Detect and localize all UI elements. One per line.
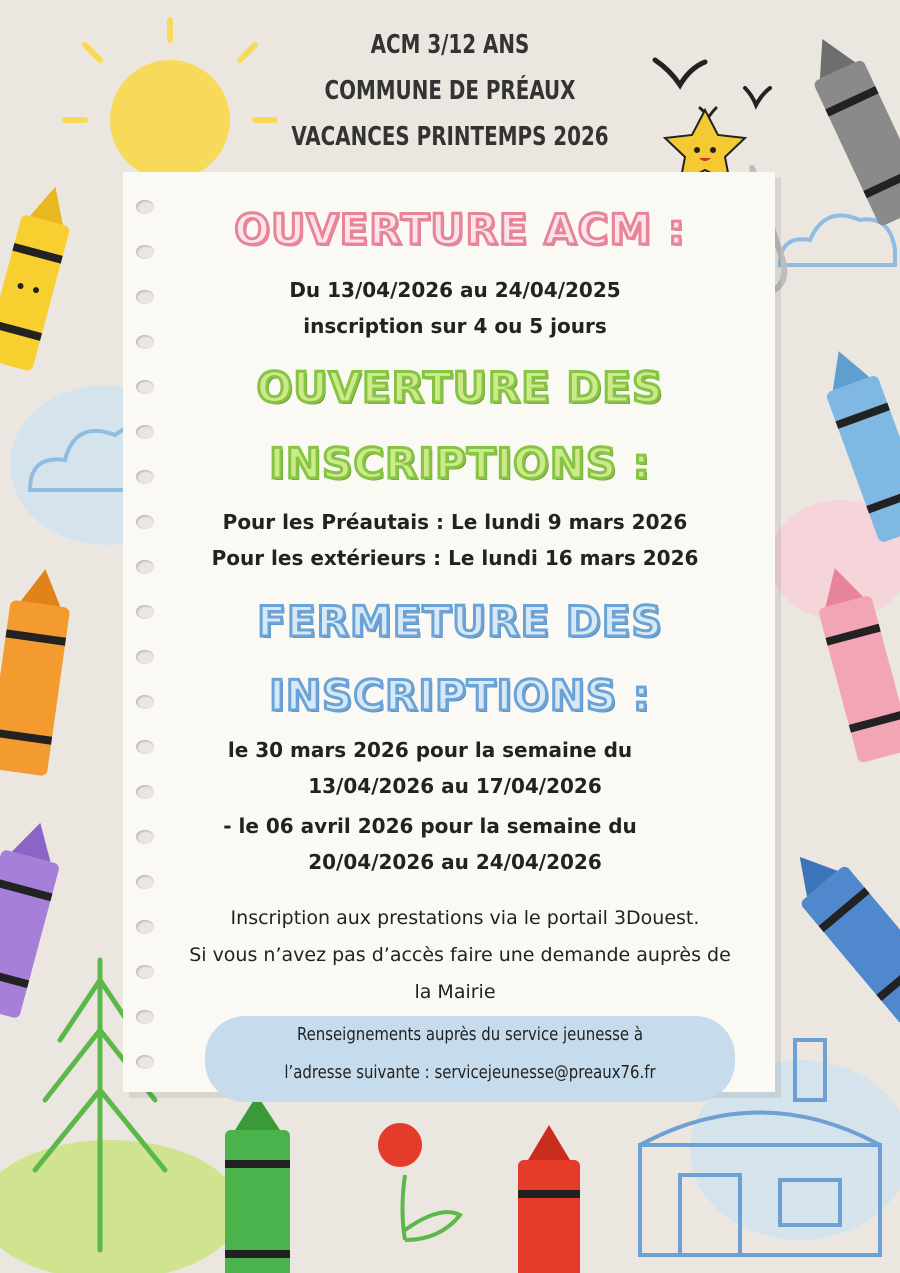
notice-line-1: Inscription aux prestations via le portail 3Douest. [230,907,700,929]
header-line-2: COMMUNE DE PRÉAUX [324,76,576,106]
poster-header [68,22,833,160]
acm-opening-title: OUVERTURE ACM : [234,205,686,254]
paper-hole [136,425,154,439]
contact-line-2[interactable]: l’adresse suivante : servicejeunesse@preaux76.fr [284,1062,656,1083]
acm-detail: inscription sur 4 ou 5 jours [303,314,607,338]
close-deadline-2: - le 06 avril 2026 pour la semaine du [223,814,637,838]
notice-line-2: Si vous n’avez pas d’accès faire une demande auprès de [189,944,731,966]
notice-line-3: la Mairie [414,981,496,1003]
green-splash [0,1140,240,1273]
close-deadline-1: le 30 mars 2026 pour la semaine du [227,738,633,762]
crayon-yellow-icon [0,180,80,372]
registration-close-title-2: INSCRIPTIONS : [269,671,651,720]
crayon-purple-icon [0,815,69,1019]
paper-hole [136,1010,154,1024]
registration-open-title-2: INSCRIPTIONS : [269,439,651,488]
close-week-1: 13/04/2026 au 17/04/2026 [308,774,602,798]
header-line-3: VACANCES PRINTEMPS 2026 [291,122,609,152]
registration-open-external: Pour les extérieurs : Le lundi 16 mars 2026 [211,546,699,570]
paper-hole [136,650,154,664]
crayon-orange-icon [0,565,75,776]
header-line-1: ACM 3/12 ANS [370,30,530,60]
registration-open-title-1: OUVERTURE DES [256,363,664,412]
registration-close-title-1: FERMETURE DES [257,597,663,646]
acm-dates: Du 13/04/2026 au 24/04/2025 [289,278,621,302]
crayon-green-icon [225,1095,290,1273]
cloud-icon [780,216,895,266]
flower-icon [378,1123,460,1240]
contact-text [212,1016,727,1092]
close-week-2: 20/04/2026 au 24/04/2026 [308,850,602,874]
crayon-red-icon [518,1125,580,1273]
registration-open-residents: Pour les Préautais : Le lundi 9 mars 2026 [222,510,688,534]
paper-hole [136,1055,154,1069]
contact-line-1: Renseignements auprès du service jeunesse à [297,1024,643,1045]
